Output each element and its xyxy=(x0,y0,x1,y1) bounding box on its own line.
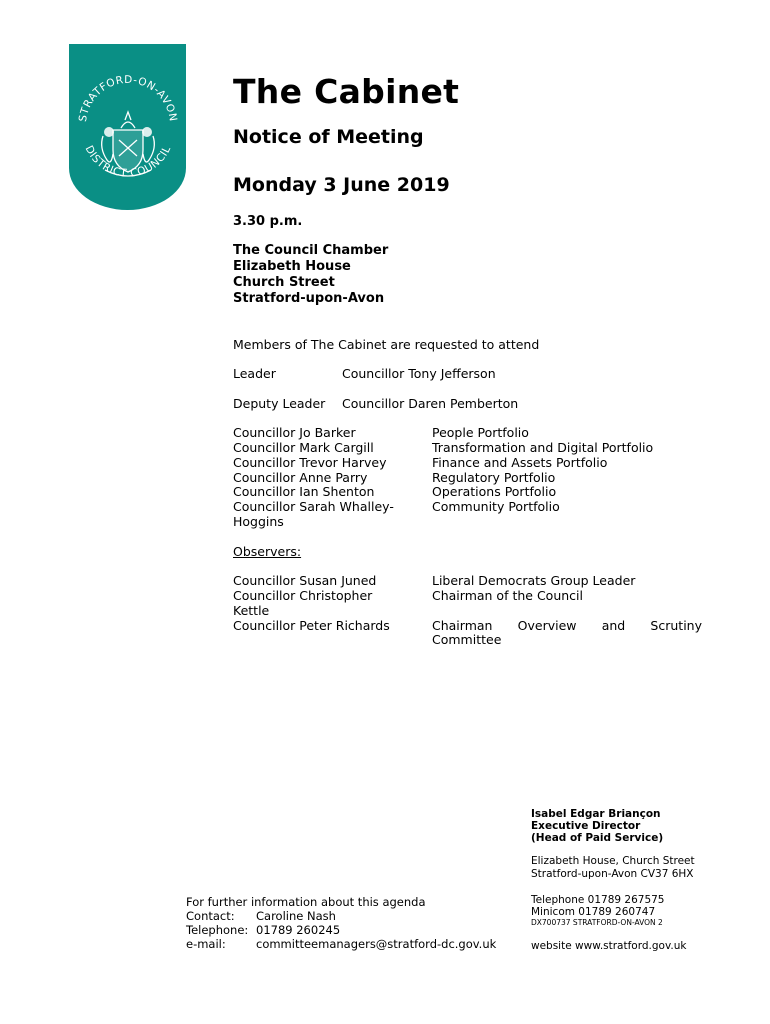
notice-subtitle: Notice of Meeting xyxy=(233,126,424,148)
council-phones xyxy=(531,894,665,918)
council-logo xyxy=(69,44,186,210)
signatory-block xyxy=(531,808,663,844)
meeting-time: 3.30 p.m. xyxy=(233,214,303,229)
deputy-leader-role: Deputy Leader xyxy=(233,396,326,411)
meeting-date: Monday 3 June 2019 xyxy=(233,174,450,196)
address-line: Stratford-upon-Avon CV37 6HX xyxy=(531,868,694,880)
role-word: Overview xyxy=(517,618,577,633)
council-crest-icon xyxy=(69,44,186,210)
council-dx: DX700737 STRATFORD-ON-AVON 2 xyxy=(531,918,663,927)
contact-value: Caroline Nash xyxy=(256,909,336,923)
member-portfolio: Finance and Assets Portfolio xyxy=(432,455,608,470)
telephone-label: Telephone: xyxy=(186,923,249,937)
leader-name: Councillor Tony Jefferson xyxy=(342,366,496,381)
observer-name: Kettle xyxy=(233,603,270,618)
venue-line: The Council Chamber xyxy=(233,243,389,258)
observer-name: Councillor Christopher xyxy=(233,588,373,603)
member-portfolio: Transformation and Digital Portfolio xyxy=(432,440,654,455)
signatory-subtitle: (Head of Paid Service) xyxy=(531,832,664,844)
council-minicom: Minicom 01789 260747 xyxy=(531,906,656,918)
council-telephone: Telephone 01789 267575 xyxy=(531,894,665,906)
further-info-heading: For further information about this agenda xyxy=(186,895,426,909)
signatory-name: Isabel Edgar Briançon xyxy=(531,808,661,820)
observer-role: Liberal Democrats Group Leader xyxy=(432,573,636,588)
role-word: Scrutiny xyxy=(650,618,702,633)
member-name: Hoggins xyxy=(233,514,284,529)
page-title: The Cabinet xyxy=(233,72,460,111)
telephone-value: 01789 260245 xyxy=(256,923,341,937)
council-address xyxy=(531,855,695,881)
venue-line: Elizabeth House xyxy=(233,259,351,274)
member-name: Councillor Jo Barker xyxy=(233,425,356,440)
contact-label: Contact: xyxy=(186,909,235,923)
member-portfolio: Operations Portfolio xyxy=(432,484,557,499)
signatory-title: Executive Director xyxy=(531,820,641,832)
member-portfolio: People Portfolio xyxy=(432,425,529,440)
observers-heading: Observers: xyxy=(233,544,302,559)
venue-line: Stratford-upon-Avon xyxy=(233,291,385,306)
intro-text: Members of The Cabinet are requested to attend xyxy=(233,337,540,352)
role-word: and xyxy=(601,618,626,633)
leader-role: Leader xyxy=(233,366,276,381)
email-label: e-mail: xyxy=(186,937,226,951)
venue-line: Church Street xyxy=(233,275,335,290)
member-name: Councillor Ian Shenton xyxy=(233,484,375,499)
logo-bottom-text: DISTRICT COUNCIL xyxy=(82,143,174,180)
observer-role: Committee xyxy=(432,632,502,647)
member-portfolio: Community Portfolio xyxy=(432,499,560,514)
logo-top-text: STRATFORD-ON-AVON xyxy=(77,73,179,123)
member-portfolio: Regulatory Portfolio xyxy=(432,470,556,485)
council-website: website www.stratford.gov.uk xyxy=(531,940,687,952)
meeting-venue xyxy=(233,243,388,307)
address-line: Elizabeth House, Church Street xyxy=(531,855,695,867)
observer-role: Chairman of the Council xyxy=(432,588,583,603)
role-word: Chairman xyxy=(432,618,493,633)
email-link[interactable]: committeemanagers@stratford-dc.gov.uk xyxy=(256,937,497,951)
member-name: Councillor Anne Parry xyxy=(233,470,368,485)
observer-name: Councillor Susan Juned xyxy=(233,573,377,588)
email-line xyxy=(186,937,496,951)
member-name: Councillor Sarah Whalley- xyxy=(233,499,394,514)
further-info-block xyxy=(186,895,496,951)
telephone-line xyxy=(186,923,496,937)
contact-line xyxy=(186,909,496,923)
observer-name: Councillor Peter Richards xyxy=(233,618,390,633)
deputy-leader-name: Councillor Daren Pemberton xyxy=(342,396,519,411)
member-name: Councillor Mark Cargill xyxy=(233,440,374,455)
member-name: Councillor Trevor Harvey xyxy=(233,455,387,470)
